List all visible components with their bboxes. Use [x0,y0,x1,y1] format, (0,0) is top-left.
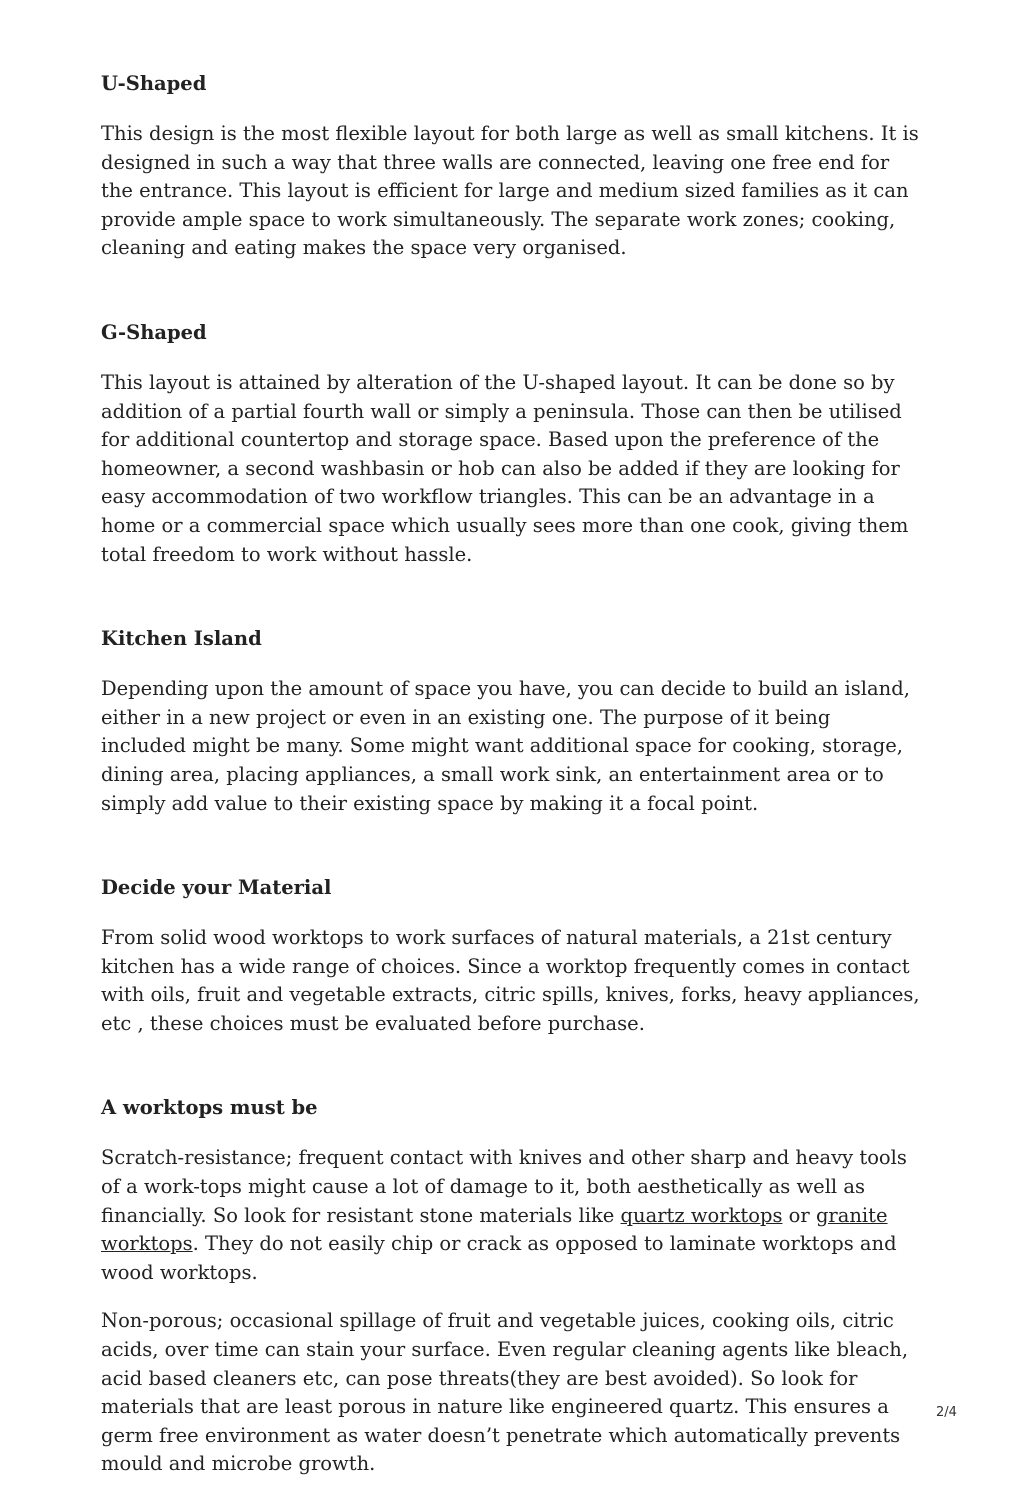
quartz-worktops-link[interactable]: quartz worktops [620,1203,783,1227]
worktops-paragraph-scratch-resistance [101,1144,921,1287]
section-heading-decide-material: Decide your Material [101,876,332,900]
section-paragraph-g-shaped: This layout is attained by alteration of the U-shaped layout. It can be done so by addition of a partial fourth wall or simply a peninsula. Those can then be utilised for additional countertop and storage space. Based upon the preference of the homeowner, a second washbasin or hob can also be added if they are looking for easy accommodation of two workflow triangles. This can be an advantage in a home or a commercial space which usually sees more than one cook, giving them total freedom to work without hassle. [101,370,909,566]
worktops-text-after-link: . They do not easily chip or crack as opposed to laminate worktops and wood worktops. [101,1232,897,1284]
section-heading-g-shaped: G-Shaped [101,320,207,344]
page-number: 2/4 [936,1405,957,1420]
worktops-text-between-links: or [782,1203,816,1227]
section-paragraph-decide-material: From solid wood worktops to work surfaces of natural materials, a 21st century kitchen has a wide range of choices. Since a worktop frequently comes in contact with oils, fruit and vegetable extracts, citric spills, knives, forks, heavy appliances, etc , these choices must be evaluated before purchase. [101,926,920,1035]
worktops-paragraph-non-porous: Non-porous; occasional spillage of fruit and vegetable juices, cooking oils, citric acids, over time can stain your surface. Even regular cleaning agents like bleach, acid based cleaners etc, can pose threats(they are best avoided). So look for materials that are least porous in nature like engineered quartz. This ensures a germ free environment as water doesn’t penetrate which automatically prevents mould and microbe growth. [101,1309,909,1476]
document-page [101,70,921,1499]
section-paragraph-u-shaped: This design is the most flexible layout for both large as well as small kitchens. It is designed in such a way that three walls are connected, leaving one free end for the entrance. This layout is efficient for large and medium sized families as it can provide ample space to work simultaneously. The separate work zones; cooking, cleaning and eating makes the space very organised. [101,122,919,260]
section-paragraph-kitchen-island: Depending upon the amount of space you have, you can decide to build an island, either in a new project or even in an existing one. The purpose of it being included might be many. Some might want additional space for cooking, storage, dining area, placing appliances, a small work sink, an entertainment area or to simply add value to their existing space by making it a focal point. [101,677,910,815]
granite-worktops-link[interactable]: granite worktops [101,1203,888,1256]
section-heading-worktops: A worktops must be [101,1096,318,1120]
section-heading-kitchen-island: Kitchen Island [101,627,262,651]
section-heading-u-shaped: U-Shaped [101,72,207,95]
worktops-text-before-link: Scratch-resistance; frequent contact with knives and other sharp and heavy tools of a work-tops might cause a lot of damage to it, both aesthetically as well as financially. So look for resistant stone materials like [101,1146,907,1227]
